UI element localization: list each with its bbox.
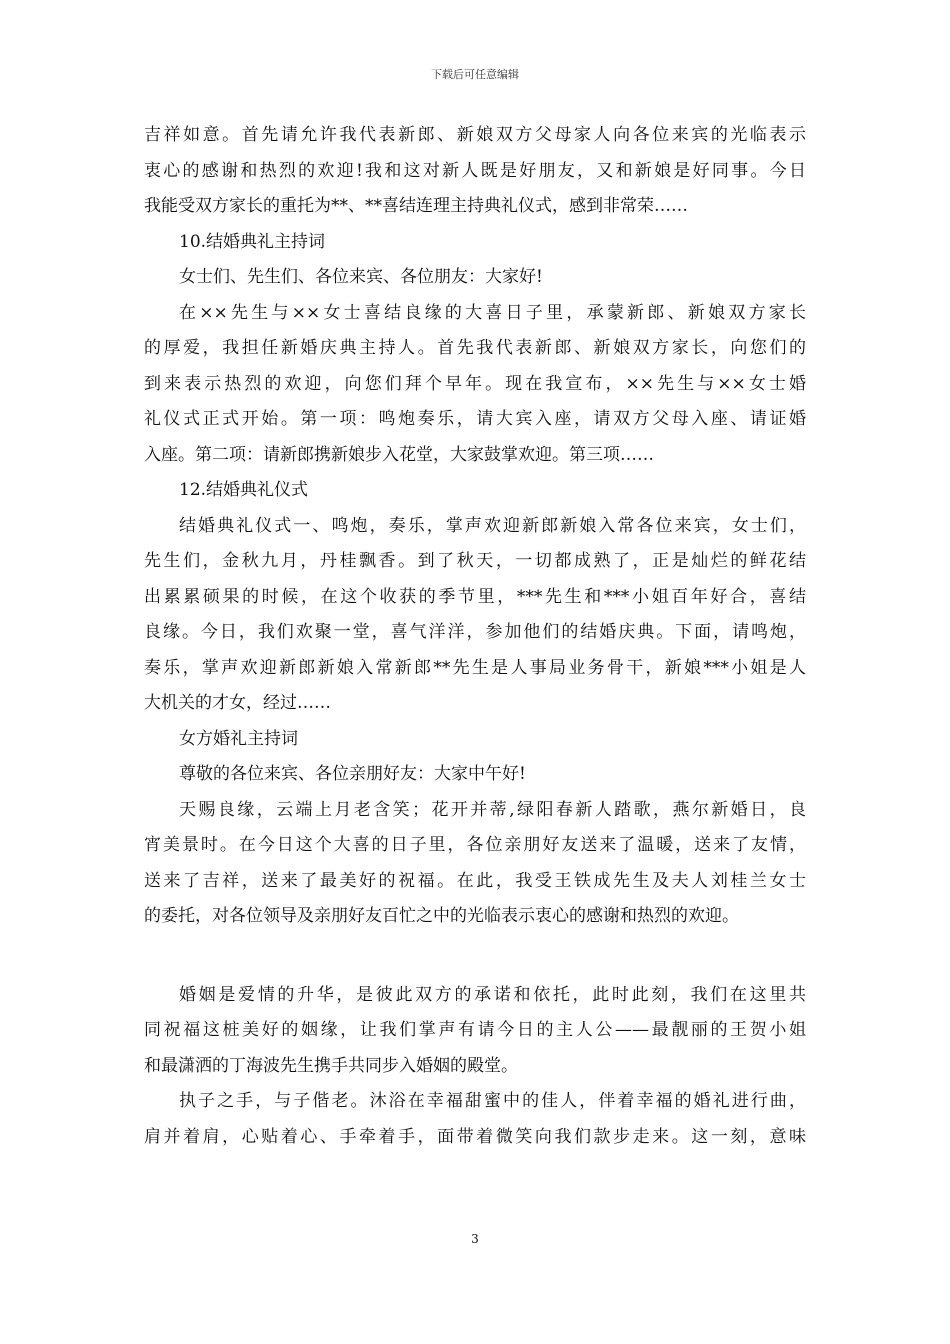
paragraph-gap <box>144 935 806 978</box>
text-line: 大机关的才女，经过…… <box>144 693 331 713</box>
paragraph <box>144 722 806 758</box>
paragraph <box>144 978 806 1085</box>
paragraph <box>144 757 806 793</box>
page-number: 3 <box>471 1232 479 1246</box>
text-line: 衷心的感谢和热烈的欢迎!我和这对新人既是好朋友，又和新娘是好同事。今日 <box>144 160 806 181</box>
text-line: 出累累硕果的时候，在这个收获的季节里，***先生和***小姐百年好合，喜结 <box>144 586 806 607</box>
text-line: 天赐良缘，云端上月老含笑；花开并蒂,绿阳春新人踏歌，燕尔新婚日，良 <box>179 799 806 820</box>
text-line: 的厚爱，我担任新婚庆典主持人。首先我代表新郎、新娘双方家长，向您们的 <box>144 338 806 358</box>
paragraph <box>144 296 806 474</box>
text-line: 执子之手，与子偕老。沐浴在幸福甜蜜中的佳人，伴着幸福的婚礼进行曲， <box>179 1091 806 1111</box>
text-line: 同祝福这桩美好的姻缘，让我们掌声有请今日的主人公——最靓丽的王贺小姐 <box>144 1020 806 1040</box>
text-line: 在××先生与××女士喜结良缘的大喜日子里，承蒙新郎、新娘双方家长 <box>179 302 806 323</box>
text-line: 礼仪式正式开始。第一项：鸣炮奏乐，请大宾入座，请双方父母入座、请证婚 <box>144 409 806 429</box>
text-line: 入座。第二项：请新郎携新娘步入花堂，大家鼓掌欢迎。第三项…… <box>144 444 654 465</box>
text-line: 结婚典礼仪式一、鸣炮，奏乐，掌声欢迎新郎新娘入常各位来宾，女士们， <box>179 515 806 536</box>
text-line: 女方婚礼主持词 <box>179 728 298 749</box>
paragraph <box>144 225 806 261</box>
paragraph <box>144 473 806 509</box>
text-line: 的委托，对各位领导及亲朋好友百忙之中的光临表示衷心的感谢和热烈的欢迎。 <box>144 906 739 926</box>
text-line: 良缘。今日，我们欢聚一堂，喜气洋洋，参加他们的结婚庆典。下面，请鸣炮， <box>144 622 806 642</box>
text-line: 到来表示热烈的欢迎，向您们拜个早年。现在我宣布，××先生与××女士婚 <box>144 373 806 394</box>
paragraph <box>144 260 806 296</box>
page-header: 下载后可任意编辑 <box>431 68 519 81</box>
document-body <box>144 118 806 1155</box>
text-line: 肩并着肩，心贴着心、手牵着手，面带着微笑向我们款步走来。这一刻，意味 <box>144 1126 806 1147</box>
paragraph <box>144 1084 806 1155</box>
text-line: 吉祥如意。首先请允许我代表新郎、新娘双方父母家人向各位来宾的光临表示 <box>144 125 806 145</box>
text-line: 我能受双方家长的重托为**、**喜结连理主持典礼仪式，感到非常荣…… <box>144 196 688 216</box>
text-line: 女士们、先生们、各位来宾、各位朋友：大家好! <box>179 267 543 287</box>
paragraph <box>144 793 806 935</box>
text-line: 尊敬的各位来宾、各位亲朋好友：大家中午好! <box>179 764 526 784</box>
text-line: 奏乐，掌声欢迎新郎新娘入常新郎**先生是人事局业务骨干，新娘***小姐是人 <box>144 657 806 678</box>
text-line: 宵美景时。在今日这个大喜的日子里，各位亲朋好友送来了温暖，送来了友情， <box>144 835 806 855</box>
text-line: 10.结婚典礼主持词 <box>179 231 326 252</box>
paragraph <box>144 118 806 225</box>
text-line: 12.结婚典礼仪式 <box>179 480 309 500</box>
text-line: 送来了吉祥，送来了最美好的祝福。在此，我受王铁成先生及夫人刘桂兰女士 <box>144 870 806 891</box>
text-line: 和最潇洒的丁海波先生携手共同步入婚姻的殿堂。 <box>144 1055 518 1076</box>
text-line: 婚姻是爱情的升华，是彼此双方的承诺和依托，此时此刻，我们在这里共 <box>179 984 806 1005</box>
paragraph <box>144 509 806 722</box>
text-line: 先生们，金秋九月，丹桂飘香。到了秋天，一切都成熟了，正是灿烂的鲜花结 <box>144 551 806 571</box>
